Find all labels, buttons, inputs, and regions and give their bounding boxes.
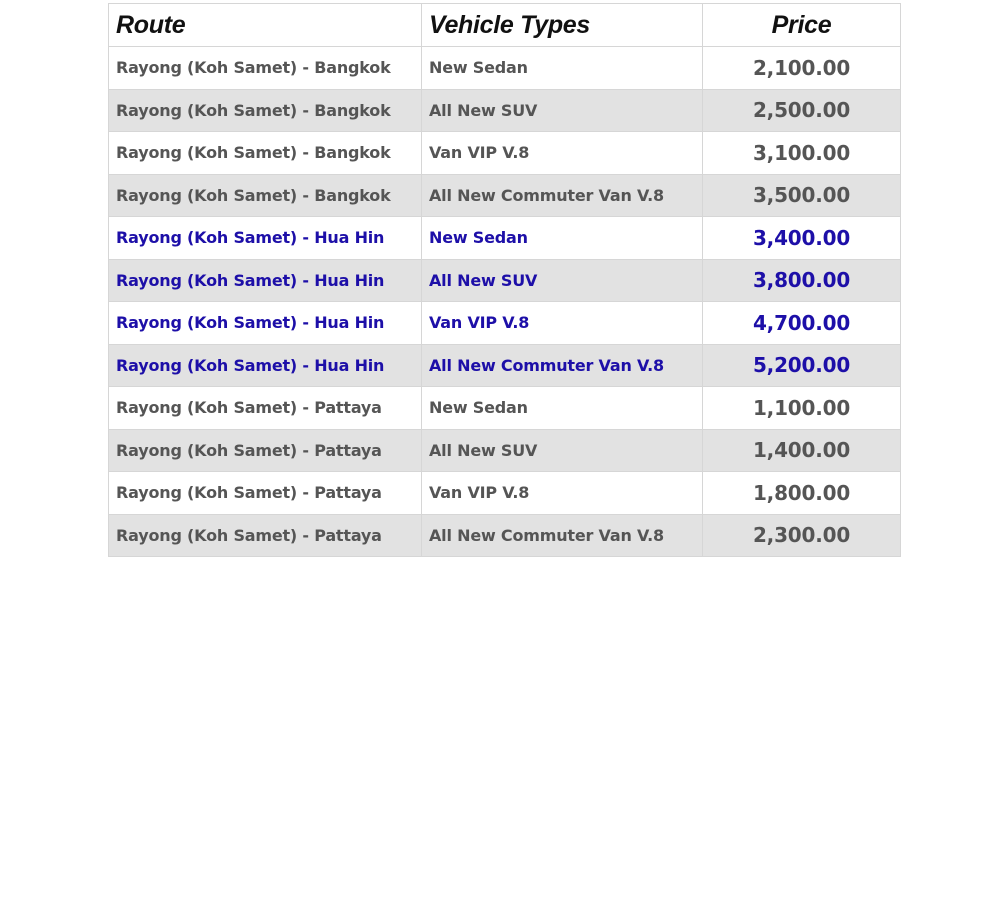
- table-row: [109, 259, 901, 302]
- price-cell: 5,200.00: [703, 344, 901, 387]
- vehicle-types-column-header: Vehicle Types: [422, 4, 703, 47]
- route-cell: Rayong (Koh Samet) - Hua Hin: [109, 217, 422, 260]
- route-cell: Rayong (Koh Samet) - Bangkok: [109, 47, 422, 90]
- route-cell: Rayong (Koh Samet) - Pattaya: [109, 387, 422, 430]
- table-row: [109, 89, 901, 132]
- price-cell: 1,400.00: [703, 429, 901, 472]
- route-cell: Rayong (Koh Samet) - Hua Hin: [109, 344, 422, 387]
- price-table-container: [108, 3, 900, 557]
- price-cell: 4,700.00: [703, 302, 901, 345]
- vehicle-type-cell: All New SUV: [422, 259, 703, 302]
- table-row: [109, 132, 901, 175]
- route-cell: Rayong (Koh Samet) - Bangkok: [109, 174, 422, 217]
- route-column-header: Route: [109, 4, 422, 47]
- vehicle-type-cell: New Sedan: [422, 387, 703, 430]
- route-cell: Rayong (Koh Samet) - Bangkok: [109, 132, 422, 175]
- table-row: [109, 344, 901, 387]
- price-cell: 2,100.00: [703, 47, 901, 90]
- table-row: [109, 217, 901, 260]
- price-column-header: Price: [703, 4, 901, 47]
- price-cell: 1,800.00: [703, 472, 901, 515]
- route-cell: Rayong (Koh Samet) - Pattaya: [109, 429, 422, 472]
- price-cell: 3,800.00: [703, 259, 901, 302]
- price-cell: 1,100.00: [703, 387, 901, 430]
- table-row: [109, 514, 901, 557]
- price-cell: 2,500.00: [703, 89, 901, 132]
- vehicle-type-cell: All New Commuter Van V.8: [422, 174, 703, 217]
- table-row: [109, 302, 901, 345]
- vehicle-type-cell: All New SUV: [422, 89, 703, 132]
- price-cell: 3,500.00: [703, 174, 901, 217]
- price-table: [108, 3, 901, 557]
- table-header-row: [109, 4, 901, 47]
- price-cell: 3,400.00: [703, 217, 901, 260]
- price-cell: 3,100.00: [703, 132, 901, 175]
- vehicle-type-cell: Van VIP V.8: [422, 472, 703, 515]
- table-row: [109, 387, 901, 430]
- table-row: [109, 429, 901, 472]
- vehicle-type-cell: All New SUV: [422, 429, 703, 472]
- route-cell: Rayong (Koh Samet) - Hua Hin: [109, 259, 422, 302]
- route-cell: Rayong (Koh Samet) - Hua Hin: [109, 302, 422, 345]
- route-cell: Rayong (Koh Samet) - Bangkok: [109, 89, 422, 132]
- table-row: [109, 472, 901, 515]
- vehicle-type-cell: New Sedan: [422, 217, 703, 260]
- vehicle-type-cell: Van VIP V.8: [422, 302, 703, 345]
- route-cell: Rayong (Koh Samet) - Pattaya: [109, 472, 422, 515]
- route-cell: Rayong (Koh Samet) - Pattaya: [109, 514, 422, 557]
- table-row: [109, 174, 901, 217]
- vehicle-type-cell: Van VIP V.8: [422, 132, 703, 175]
- table-row: [109, 47, 901, 90]
- price-cell: 2,300.00: [703, 514, 901, 557]
- vehicle-type-cell: All New Commuter Van V.8: [422, 344, 703, 387]
- vehicle-type-cell: All New Commuter Van V.8: [422, 514, 703, 557]
- vehicle-type-cell: New Sedan: [422, 47, 703, 90]
